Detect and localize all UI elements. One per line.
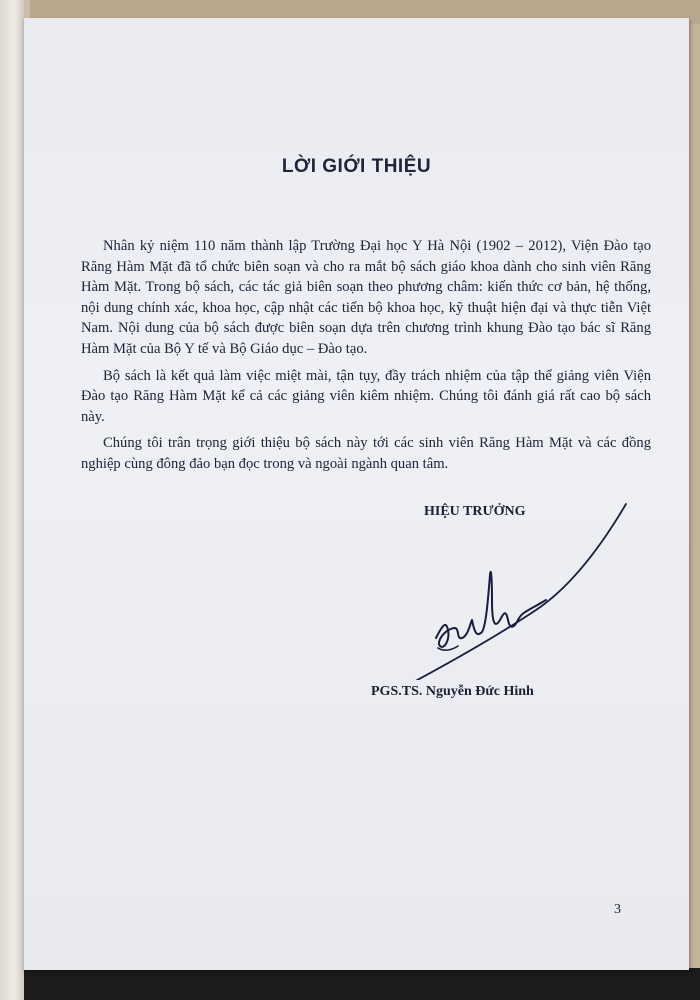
paragraph-1: Nhân kỷ niệm 110 năm thành lập Trường Đại học Y Hà Nội (1902 – 2012), Viện Đào tạo Răng Hàm Mặt đã tổ chức biên soạn và cho ra mắt bộ sách giáo khoa dành cho sinh viên Răng Hàm Mặt. Trong bộ sách, các tác giả biên soạn theo phương châm: kiến thức cơ bản, hệ thống, nội dung chính xác, khoa học, cập nhật các tiến bộ khoa học, kỹ thuật hiện đại và thực tiễn Việt Nam. Nội dung của bộ sách được biên soạn dựa trên chương trình khung Đào tạo bác sĩ Răng Hàm Mặt của Bộ Y tế và Bộ Giáo dục – Đào tạo. <box>81 238 651 357</box>
signature-role: HIỆU TRƯỞNG <box>424 504 526 519</box>
book-page <box>24 18 689 970</box>
handwritten-signature <box>396 480 636 680</box>
book-cover-edge <box>0 0 24 1000</box>
paragraph-3: Chúng tôi trân trọng giới thiệu bộ sách này tới các sinh viên Răng Hàm Mặt và các đồng nghiệp cùng đông đảo bạn đọc trong và ngoài ngành quan tâm. <box>81 435 651 472</box>
page-title: LỜI GIỚI THIỆU <box>281 156 432 177</box>
introduction-body <box>81 236 651 481</box>
table-surface-bottom <box>0 968 700 1000</box>
page-number: 3 <box>614 902 621 917</box>
signatory-name: PGS.TS. Nguyễn Đức Hinh <box>371 684 534 699</box>
paragraph-2: Bộ sách là kết quả làm việc miệt mài, tận tụy, đầy trách nhiệm của tập thể giảng viên Viện Đào tạo Răng Hàm Mặt kể cả các giảng viên kiêm nhiệm. Chúng tôi đánh giá rất cao bộ sách này. <box>81 367 651 425</box>
